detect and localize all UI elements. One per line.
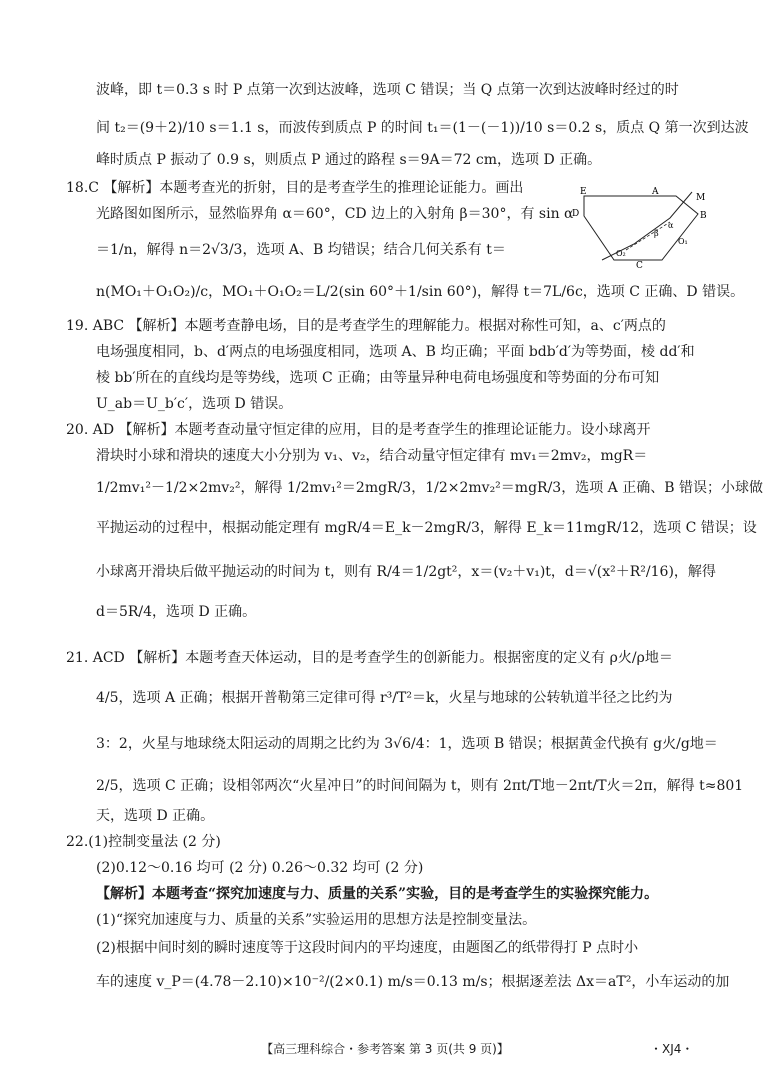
- diagram-label-c: C: [636, 261, 643, 271]
- text-line: 平抛运动的过程中，根据动能定理有 mgR/4＝E_k－2mgR/3，解得 E_k＝11mgR/12，选项 C 错误；设: [96, 520, 757, 536]
- text-line: 1/2mv₁²－1/2×2mv₂²，解得 1/2mv₁²＝2mgR/3，1/2×2mv₂²＝mgR/3，选项 A 正确、B 错误；小球做: [96, 480, 763, 496]
- footer-page-info: 【高三理科综合・参考答案 第 3 页(共 9 页)】: [261, 1042, 509, 1056]
- text-line: 19. ABC 【解析】本题考查静电场，目的是考查学生的理解能力。根据对称性可知，a、c′两点的: [66, 318, 666, 334]
- text-line: 21. ACD 【解析】本题考查天体运动，目的是考查学生的创新能力。根据密度的定义有 ρ火/ρ地＝: [66, 650, 673, 666]
- text-line: 天，选项 D 正确。: [96, 808, 215, 824]
- diagram-label-o2: O₂: [616, 249, 626, 258]
- text-line: 4/5，选项 A 正确；根据开普勒第三定律可得 r³/T²＝k，火星与地球的公转轨道半径之比约为: [96, 690, 673, 706]
- text-line: ＝1/n，解得 n＝2√3/3，选项 A、B 均错误；结合几何关系有 t＝: [96, 242, 506, 258]
- text-line: (2)0.12～0.16 均可 (2 分) 0.26～0.32 均可 (2 分): [96, 860, 424, 876]
- text-line: 3：2，火星与地球绕太阳运动的周期之比约为 3√6/4：1，选项 B 错误；根据黄金代换有 g火/g地＝: [96, 736, 718, 752]
- text-line: 2/5，选项 C 正确；设相邻两次“火星冲日”的时间间隔为 t，则有 2πt/T地－2πt/T火＝2π，解得 t≈801: [96, 778, 744, 794]
- diagram-label-o1: O₁: [678, 237, 688, 246]
- footer-code: ・XJ4・: [650, 1042, 694, 1056]
- diagram-label-d: D: [572, 209, 580, 219]
- text-line: 小球离开滑块后做平抛运动的时间为 t，则有 R/4＝1/2gt²，x＝(v₂＋v₁)t，d＝√(x²＋R²/16)，解得: [96, 564, 716, 580]
- text-line: 滑块时小球和滑块的速度大小分别为 v₁、v₂，结合动量守恒定律有 mv₁＝2mv₂，mgR＝: [96, 448, 648, 464]
- text-line: 波峰，即 t＝0.3 s 时 P 点第一次到达波峰，选项 C 错误；当 Q 点第一次到达波峰时经过的时: [96, 82, 679, 98]
- text-line: 【解析】本题考查“探究加速度与力、质量的关系”实验，目的是考查学生的实验探究能力。: [96, 886, 659, 902]
- text-line: 峰时质点 P 振动了 0.9 s，则质点 P 通过的路程 s＝9A＝72 cm，选项 D 正确。: [96, 152, 602, 168]
- diagram-label-alpha: α: [668, 221, 674, 230]
- text-line: 电场强度相同，b、d′两点的电场强度相同，选项 A、B 均正确；平面 bdb′d′为等势面，棱 dd′和: [96, 344, 695, 360]
- light-path-diagram: [566, 187, 707, 271]
- text-line: 20. AD 【解析】本题考查动量守恒定律的应用，目的是考查学生的推理论证能力。设小球离开: [66, 422, 651, 438]
- diagram-label-a: A: [652, 187, 659, 197]
- text-line: U_ab＝U_b′c′，选项 D 错误。: [96, 396, 293, 412]
- diagram-label-beta: β: [654, 229, 659, 238]
- diagram-label-m: M: [696, 193, 706, 203]
- text-line: 棱 bb′所在的直线均是等势线，选项 C 正确；由等量异种电荷电场强度和等势面的分布可知: [96, 370, 660, 386]
- text-line: 光路图如图所示，显然临界角 α＝60°，CD 边上的入射角 β＝30°，有 sin α: [96, 206, 574, 222]
- diagram-label-e: E: [580, 187, 587, 197]
- text-line: n(MO₁＋O₁O₂)/c，MO₁＋O₁O₂＝L/2(sin 60°＋1/sin 60°)，解得 t＝7L/6c，选项 C 正确、D 错误。: [96, 284, 745, 300]
- text-line: (2)根据中间时刻的瞬时速度等于这段时间内的平均速度，由题图乙的纸带得打 P 点时小: [96, 940, 639, 956]
- text-line: 22.(1)控制变量法 (2 分): [66, 834, 221, 850]
- text-line: (1)“探究加速度与力、质量的关系”实验运用的思想方法是控制变量法。: [96, 912, 537, 928]
- text-line: 车的速度 v_P＝(4.78－2.10)×10⁻²/(2×0.1) m/s＝0.13 m/s；根据逐差法 Δx＝aT²，小车运动的加: [96, 974, 730, 990]
- text-line: d＝5R/4，选项 D 正确。: [96, 604, 257, 620]
- text-line: 18.C 【解析】本题考查光的折射，目的是考查学生的推理论证能力。画出: [66, 180, 524, 196]
- text-line: 间 t₂＝(9＋2)/10 s＝1.1 s，而波传到质点 P 的时间 t₁＝(1－(－1))/10 s＝0.2 s，质点 Q 第一次到达波: [96, 120, 749, 136]
- diagram-label-b: B: [700, 211, 707, 221]
